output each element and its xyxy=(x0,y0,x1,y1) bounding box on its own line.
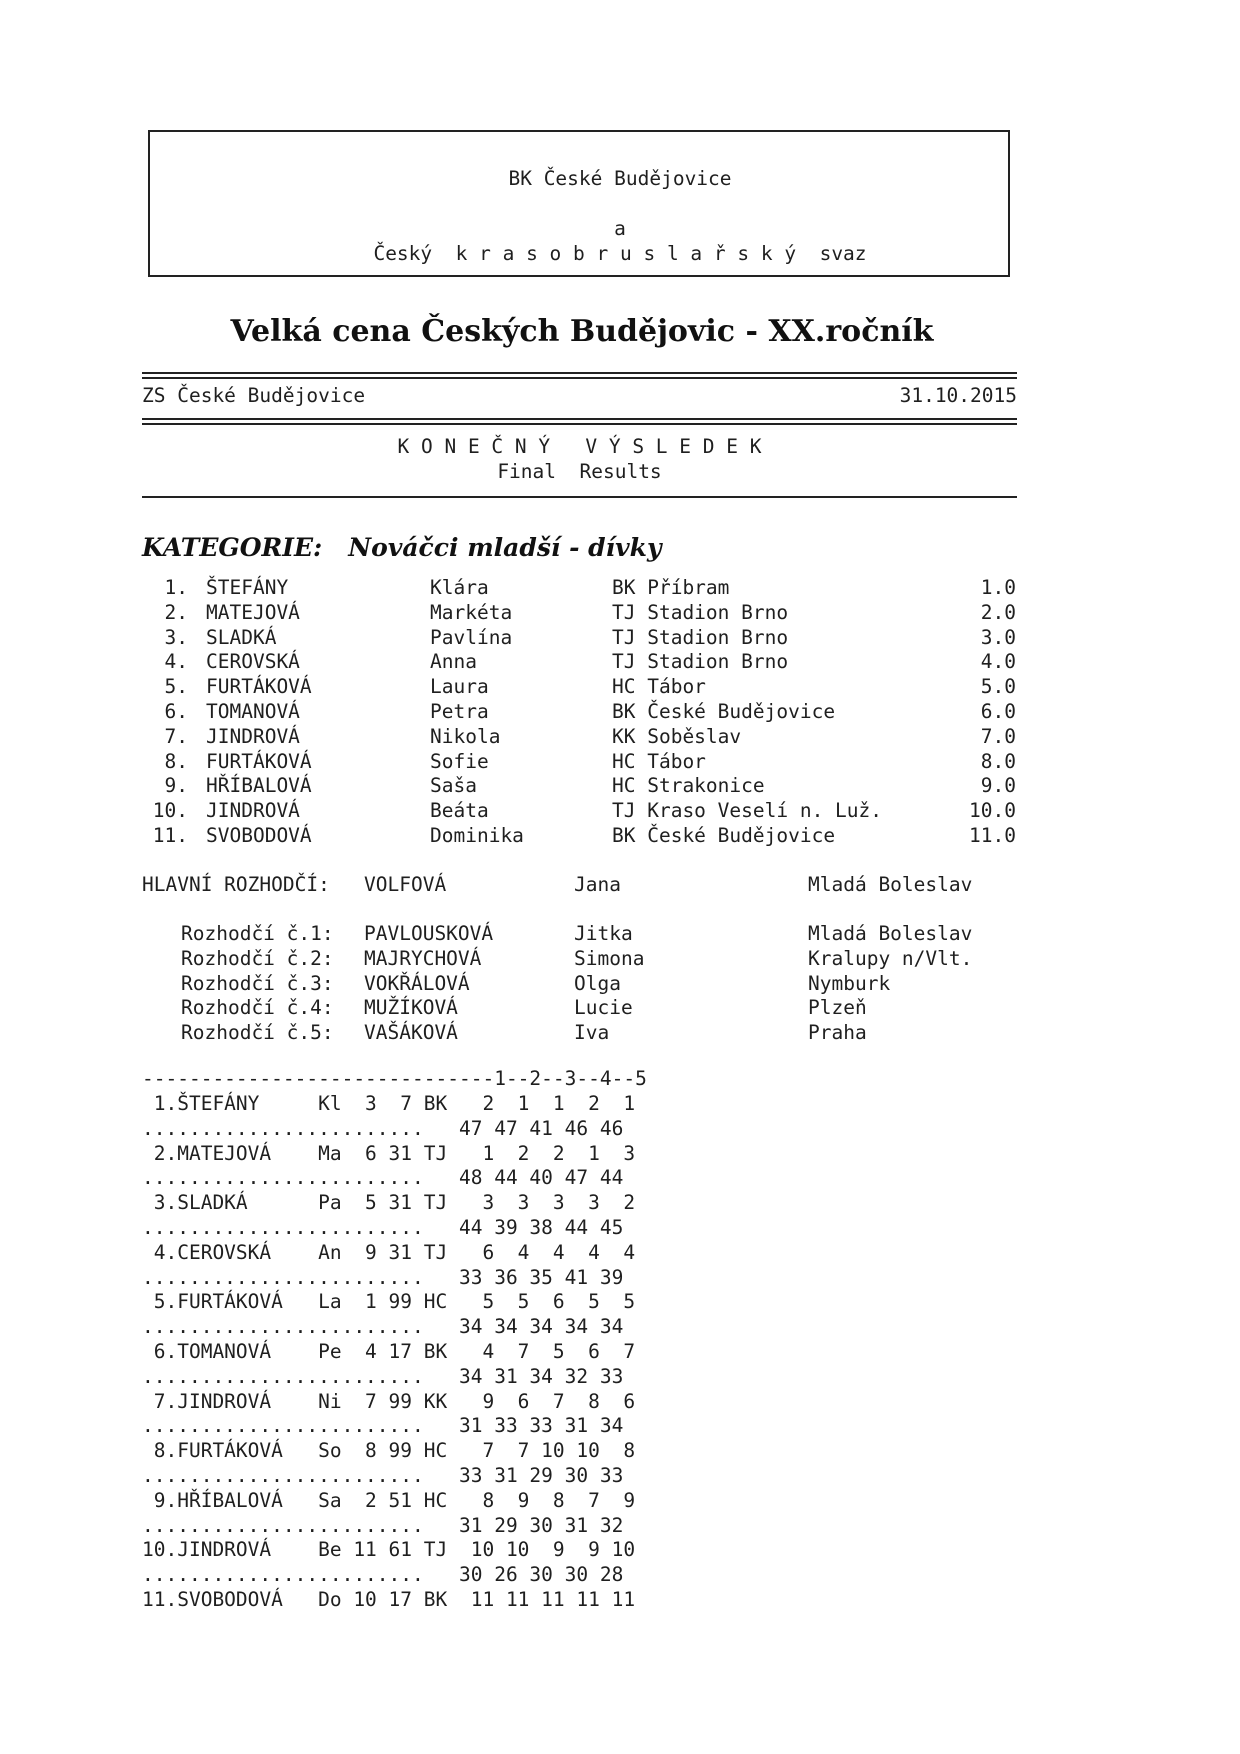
judge-first: Iva xyxy=(574,1021,610,1045)
result-club: HC Strakonice xyxy=(612,774,765,798)
result-points: 3.0 xyxy=(980,625,1016,649)
result-surname: TOMANOVÁ xyxy=(206,700,300,723)
judge-city: Nymburk xyxy=(808,971,891,995)
detail-placement-row: 3.SLADKÁ Pa 5 31 TJ 3 3 3 3 2 xyxy=(142,1191,636,1215)
organizer-and: a xyxy=(614,217,626,240)
result-club: TJ Stadion Brno xyxy=(612,600,789,624)
detail-score-row: ........................ 48 44 40 47 44 xyxy=(142,1166,624,1190)
judge-role: Rozhodčí č.1: xyxy=(181,922,334,945)
event-title: Velká cena Českých Budějovic - XX.ročník xyxy=(230,314,934,349)
judge-role: Rozhodčí č.5: xyxy=(181,1021,334,1045)
result-points: 5.0 xyxy=(980,675,1016,699)
result-rank: 4. xyxy=(164,650,188,674)
detail-placement-row: 8.FURTÁKOVÁ So 8 99 HC 7 7 10 10 8 xyxy=(142,1439,636,1463)
detail-score-row: ........................ 47 47 41 46 46 xyxy=(142,1116,624,1140)
result-first: Laura xyxy=(430,675,489,699)
result-surname: JINDROVÁ xyxy=(206,724,300,748)
judge-first: Olga xyxy=(574,971,621,995)
result-points: 8.0 xyxy=(980,749,1016,773)
result-club: BK České Budějovice xyxy=(612,700,836,723)
detail-score-row: ........................ 34 31 34 32 33 xyxy=(142,1364,624,1388)
result-first: Dominika xyxy=(430,824,524,847)
double-rule-top-1 xyxy=(142,372,1017,374)
judge-city: Kralupy n/Vlt. xyxy=(808,946,973,970)
result-first: Markéta xyxy=(430,600,513,624)
result-first: Saša xyxy=(430,774,477,798)
double-rule-mid-2 xyxy=(142,423,1017,425)
result-first: Petra xyxy=(430,700,489,723)
detail-placement-row: 2.MATEJOVÁ Ma 6 31 TJ 1 2 2 1 3 xyxy=(142,1141,636,1165)
detail-placement-row: 4.CEROVSKÁ An 9 31 TJ 6 4 4 4 4 xyxy=(142,1240,636,1264)
judge-role: HLAVNÍ ROZHODČÍ: xyxy=(142,873,330,896)
result-rank: 8. xyxy=(164,749,188,773)
result-rank: 3. xyxy=(164,625,188,649)
detail-score-row: ........................ 33 36 35 41 39 xyxy=(142,1265,624,1289)
judge-role: Rozhodčí č.3: xyxy=(181,971,334,995)
result-first: Klára xyxy=(430,576,489,599)
event-date: 31.10.2015 xyxy=(899,384,1017,407)
judge-first: Lucie xyxy=(574,996,633,1020)
result-club: KK Soběslav xyxy=(612,724,742,748)
result-surname: FURTÁKOVÁ xyxy=(206,675,312,699)
result-points: 4.0 xyxy=(980,650,1016,674)
judge-first: Jana xyxy=(574,873,621,896)
result-rank: 2. xyxy=(164,600,188,624)
detail-placement-row: 6.TOMANOVÁ Pe 4 17 BK 4 7 5 6 7 xyxy=(142,1340,636,1363)
judge-city: Plzeň xyxy=(808,996,867,1020)
detail-placement-row: 10.JINDROVÁ Be 11 61 TJ 10 10 9 9 10 xyxy=(142,1538,636,1562)
judge-surname: VOKŘÁLOVÁ xyxy=(364,971,470,995)
result-first: Anna xyxy=(430,650,477,674)
result-surname: ŠTEFÁNY xyxy=(206,576,289,599)
judge-surname: PAVLOUSKOVÁ xyxy=(364,922,494,945)
detail-score-row: ........................ 34 34 34 34 34 xyxy=(142,1315,624,1339)
venue: ZS České Budějovice xyxy=(142,384,366,407)
result-surname: FURTÁKOVÁ xyxy=(206,749,312,773)
result-points: 9.0 xyxy=(980,774,1016,798)
rule-below-title xyxy=(142,496,1017,498)
result-surname: SLADKÁ xyxy=(206,625,277,649)
result-surname: MATEJOVÁ xyxy=(206,600,300,624)
result-surname: CEROVSKÁ xyxy=(206,650,300,674)
result-club: HC Tábor xyxy=(612,749,706,773)
result-club: TJ Stadion Brno xyxy=(612,650,789,674)
double-rule-mid-1 xyxy=(142,418,1017,420)
category-label: KATEGORIE: xyxy=(142,533,323,562)
detail-score-row: ........................ 44 39 38 44 45 xyxy=(142,1216,624,1239)
detail-score-row: ........................ 31 33 33 31 34 xyxy=(142,1414,624,1438)
result-rank: 1. xyxy=(164,576,188,599)
result-club: BK Příbram xyxy=(612,576,730,599)
judge-city: Praha xyxy=(808,1021,867,1045)
result-surname: SVOBODOVÁ xyxy=(206,824,312,847)
result-first: Nikola xyxy=(430,724,501,748)
result-points: 2.0 xyxy=(980,600,1016,624)
result-first: Pavlína xyxy=(430,625,513,649)
judge-city: Mladá Boleslav xyxy=(808,922,973,945)
result-club: TJ Stadion Brno xyxy=(612,625,789,649)
result-rank: 6. xyxy=(164,700,188,723)
judge-surname: MUŽÍKOVÁ xyxy=(364,996,458,1020)
detail-placement-row: 7.JINDROVÁ Ni 7 99 KK 9 6 7 8 6 xyxy=(142,1389,636,1413)
result-first: Sofie xyxy=(430,749,489,773)
final-results-title-cz: K O N E Č N Ý V Ý S L E D E K xyxy=(397,435,762,458)
detail-placement-row: 5.FURTÁKOVÁ La 1 99 HC 5 5 6 5 5 xyxy=(142,1290,636,1314)
result-points: 10.0 xyxy=(969,799,1016,823)
organizer-federation: Český k r a s o b r u s l a ř s k ý svaz xyxy=(373,242,867,265)
judge-role: Rozhodčí č.4: xyxy=(181,996,334,1020)
result-rank: 11. xyxy=(152,824,188,847)
detail-placement-row: 1.ŠTEFÁNY Kl 3 7 BK 2 1 1 2 1 xyxy=(142,1092,636,1115)
detail-score-row: ........................ 31 29 30 31 32 xyxy=(142,1513,624,1537)
detail-score-row: ........................ 33 31 29 30 33 xyxy=(142,1464,624,1487)
judge-first: Jitka xyxy=(574,922,633,945)
category-heading xyxy=(142,533,662,562)
detail-header: ------------------------------1--2--3--4--5 xyxy=(142,1067,647,1090)
result-surname: HŘÍBALOVÁ xyxy=(206,774,312,798)
result-rank: 9. xyxy=(164,774,188,798)
result-rank: 5. xyxy=(164,675,188,699)
result-points: 6.0 xyxy=(980,700,1016,723)
detail-score-row: ........................ 30 26 30 30 28 xyxy=(142,1563,624,1587)
result-points: 7.0 xyxy=(980,724,1016,748)
result-points: 1.0 xyxy=(980,576,1016,599)
result-surname: JINDROVÁ xyxy=(206,799,300,823)
detail-placement-row: 11.SVOBODOVÁ Do 10 17 BK 11 11 11 11 11 xyxy=(142,1588,636,1611)
result-points: 11.0 xyxy=(969,824,1016,847)
result-club: BK České Budějovice xyxy=(612,824,836,847)
judge-city: Mladá Boleslav xyxy=(808,873,973,896)
judge-role: Rozhodčí č.2: xyxy=(181,946,334,970)
judge-first: Simona xyxy=(574,946,645,970)
detail-placement-row: 9.HŘÍBALOVÁ Sa 2 51 HC 8 9 8 7 9 xyxy=(142,1488,636,1512)
result-first: Beáta xyxy=(430,799,489,823)
result-rank: 7. xyxy=(164,724,188,748)
double-rule-top-2 xyxy=(142,377,1017,379)
final-results-title-en: Final Results xyxy=(497,460,662,483)
result-rank: 10. xyxy=(152,799,188,823)
result-club: TJ Kraso Veselí n. Luž. xyxy=(612,799,883,823)
judge-surname: VOLFOVÁ xyxy=(364,873,447,896)
judge-surname: VAŠÁKOVÁ xyxy=(364,1021,458,1045)
category-value: Nováčci mladší - dívky xyxy=(348,533,662,562)
result-club: HC Tábor xyxy=(612,675,706,699)
organizer-club: BK České Budějovice xyxy=(508,167,732,190)
judge-surname: MAJRYCHOVÁ xyxy=(364,946,482,970)
